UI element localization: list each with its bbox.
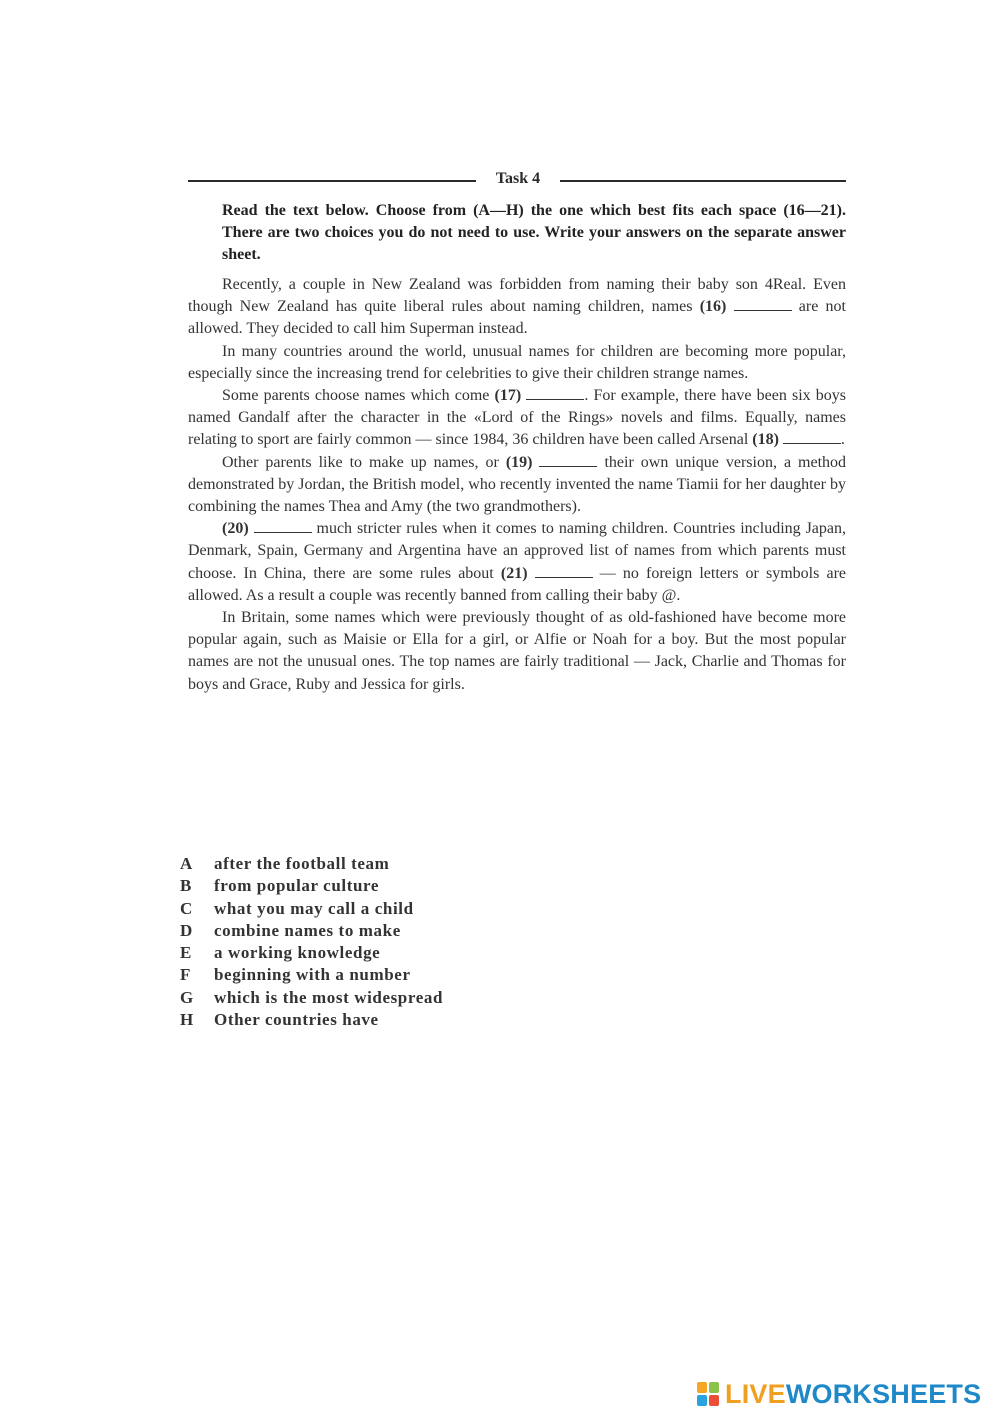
option-a (180, 853, 443, 875)
option-h (180, 1009, 443, 1031)
liveworksheets-logo-icon (697, 1382, 719, 1406)
option-letter: A (180, 854, 193, 873)
option-text: beginning with a number (214, 965, 411, 985)
gap-blank-19[interactable] (539, 452, 597, 467)
option-text: what you may call a child (214, 898, 414, 918)
option-f (180, 964, 443, 986)
logo-square (697, 1382, 707, 1393)
brand-prefix: LIVE (725, 1378, 786, 1409)
gap-number-19: (19) (505, 453, 533, 471)
paragraph-text: Recently, a couple in New Zealand was forbidden from naming their baby son 4Real. Even though New Zealand has quite liberal rules about naming children, names (188, 276, 846, 316)
task-header (188, 168, 846, 194)
paragraph-text: are not allowed. They decided to call him Superman instead. (188, 298, 846, 338)
liveworksheets-brand[interactable] (697, 1379, 981, 1409)
logo-square (709, 1382, 719, 1393)
option-letter: H (180, 1010, 194, 1030)
paragraph-4 (188, 452, 846, 519)
option-letter: B (180, 876, 192, 896)
gap-number-16: (16) (699, 298, 727, 316)
gap-blank-16[interactable] (734, 296, 792, 311)
option-letter: G (180, 987, 194, 1007)
paragraph-5 (188, 518, 846, 607)
paragraph-text: Other parents like to make up names, or (222, 453, 506, 471)
header-rule-left (188, 180, 476, 182)
option-d (180, 920, 443, 942)
gap-number-17: (17) (494, 387, 522, 405)
paragraph-text: — no foreign letters or symbols are allowed. As a result a couple was recently banned from calling their baby @. (188, 564, 847, 604)
gap-number-18: (18) (752, 431, 779, 449)
option-e (180, 942, 443, 964)
brand-name (725, 1379, 981, 1410)
option-text: Other countries have (214, 1010, 379, 1030)
instruction-text: Read the text below. Choose from (A—H) the one which best fits each space (16—21). There are two choices you do not need to use. Write your answers on the separate answer sheet. (222, 202, 846, 263)
task-title: Task 4 (495, 170, 541, 187)
option-g (180, 987, 443, 1009)
option-text: which is the most widespread (214, 987, 444, 1007)
paragraph-1 (188, 274, 846, 341)
option-text: from popular culture (214, 876, 380, 896)
paragraph-text: . (840, 431, 845, 449)
gap-blank-17[interactable] (526, 385, 584, 400)
option-b (180, 875, 443, 897)
worksheet (188, 168, 846, 696)
gap-blank-18[interactable] (783, 429, 841, 444)
paragraph-6: In Britain, some names which were previously thought of as old-fashioned have become more popular again, such as Maisie or Ella for a girl, or Alfie or Noah for a boy. But the most popular names are not the unusual ones. The top names are fairly traditional — Jack, Charlie and Thomas for boys and Grace, Ruby and Jessica for girls. (188, 609, 846, 693)
option-letter: E (180, 943, 192, 963)
option-letter: C (180, 898, 193, 918)
reading-text (188, 274, 846, 696)
gap-blank-20[interactable] (254, 518, 312, 533)
answer-options (180, 853, 443, 1031)
logo-square (709, 1395, 719, 1406)
logo-square (697, 1395, 707, 1406)
gap-number-21: (21) (500, 564, 528, 582)
option-text: a working knowledge (214, 943, 381, 963)
paragraph-2: In many countries around the world, unusual names for children are becoming more popular, especially since the increasing trend for celebrities to give their children strange names. (188, 342, 846, 382)
brand-suffix: WORKSHEETS (785, 1378, 982, 1409)
gap-blank-21[interactable] (535, 563, 593, 578)
option-text: combine names to make (214, 920, 401, 940)
option-text: after the football team (214, 854, 390, 873)
paragraph-text: . For example, there have been six boys named Gandalf after the character in the «Lord of the Rings» novels and films. Equally, names relating to sport are fairly common — since 1984, 36 children have been called Arsenal (188, 387, 847, 449)
paragraph-text: Some parents choose names which come (222, 387, 495, 405)
paragraph-text: their own unique version, a method demonstrated by Jordan, the British model, who recently invented the name Tiamii for her daughter by combining the names Thea and Amy (the two grandmothers). (188, 453, 847, 516)
gap-number-20: (20) (222, 520, 249, 538)
header-rule-right (560, 180, 846, 182)
paragraph-3 (188, 385, 846, 452)
paragraph-text: much stricter rules when it comes to naming children. Countries including Japan, Denmark, Spain, Germany and Argentina have an approved list of names from which parents must choose. In China, there are some rules about (188, 520, 847, 582)
option-letter: D (180, 920, 193, 940)
option-letter: F (180, 965, 191, 985)
option-c (180, 898, 443, 920)
